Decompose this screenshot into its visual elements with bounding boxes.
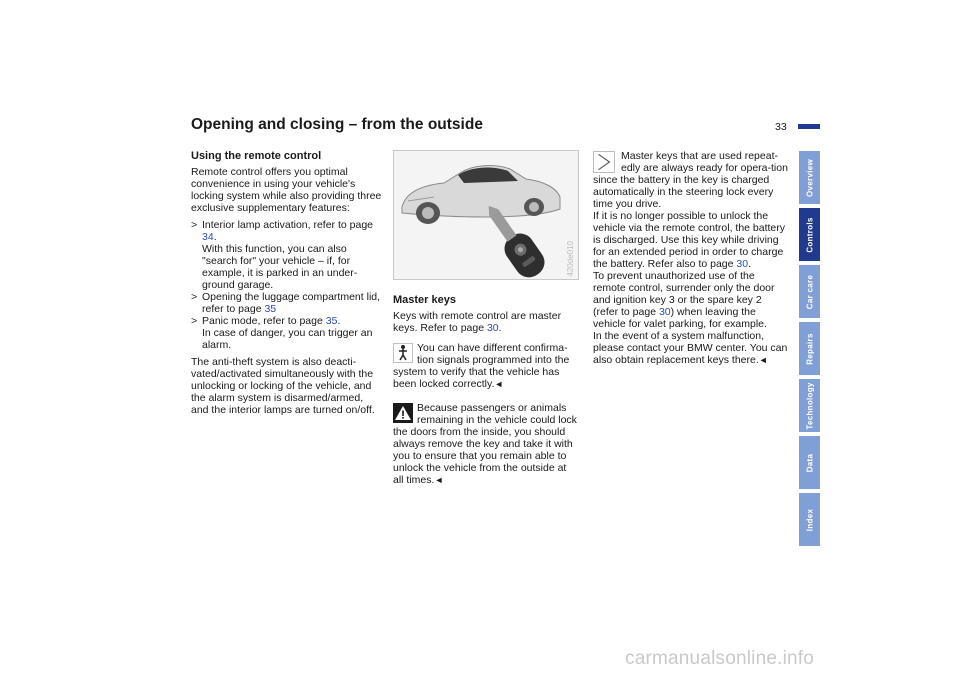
list-item-extra: With this function, you can also "search for" your vehicle – if, for example, it is parked in an under-ground garage. <box>202 243 358 291</box>
page-link-30[interactable]: 30 <box>486 322 499 334</box>
column-key-battery <box>593 150 788 366</box>
list-item <box>191 219 383 291</box>
list-item-text: Panic mode, refer to page <box>202 315 326 327</box>
bullet-marker: > <box>191 291 198 303</box>
note-confirmation <box>393 342 579 390</box>
tab-repairs[interactable] <box>799 322 820 375</box>
list-item <box>191 315 383 351</box>
end-mark: ◄ <box>758 355 768 365</box>
heading-remote-control: Using the remote control <box>191 150 322 162</box>
page-title: Opening and closing – from the outside <box>191 116 483 133</box>
tab-label: Overview <box>805 158 814 197</box>
page-link-30[interactable]: 30 <box>658 306 671 318</box>
punctuation: . <box>337 315 341 327</box>
master-keys-paragraph <box>393 310 579 334</box>
list-item <box>191 291 383 315</box>
punctuation: . <box>498 322 502 334</box>
valet-paragraph <box>593 270 788 330</box>
watermark: carmanualsonline.info <box>625 648 815 669</box>
punctuation: . <box>213 231 217 243</box>
intro-paragraph: Remote control offers you optimal convenience in using your vehicle's locking system while also providing three exclusive supplementary features: <box>191 166 382 214</box>
car-and-key-image <box>393 150 579 280</box>
bullet-marker: > <box>191 315 198 327</box>
page-number: 33 <box>775 121 787 133</box>
car-illustration <box>394 151 578 279</box>
battery-text: If it is no longer possible to unlock the vehicle via the remote control, the battery is discharged. Use this key while driving for an extended period in order to charge the battery. Refer also to page <box>593 210 786 270</box>
master-keys-text: Keys with remote control are master keys. Refer to page <box>393 310 562 334</box>
tab-overview[interactable] <box>799 151 820 204</box>
valet-text-end: ) when leaving the vehicle for valet parking, for example. <box>593 306 767 330</box>
tab-label: Index <box>805 508 814 531</box>
note-text: You can have different confirma-tion signals programmed into the system to verify that the vehicle has been locked correctly. <box>393 342 570 390</box>
page-link-30[interactable]: 30 <box>736 258 749 270</box>
page-number-bar <box>798 124 820 129</box>
list-item-text: Opening the luggage compartment lid, refer to page <box>202 291 381 315</box>
tab-label: Car care <box>805 274 814 309</box>
column-remote-control <box>191 150 383 416</box>
tab-label: Controls <box>805 216 814 253</box>
tab-technology[interactable] <box>799 379 820 432</box>
page-link-35[interactable]: 35 <box>264 303 277 315</box>
punctuation: . <box>748 258 751 270</box>
tip-arrow-icon <box>593 151 615 173</box>
list-item-extra: In case of danger, you can trigger an alarm. <box>202 327 373 351</box>
tab-car-care[interactable] <box>799 265 820 318</box>
column-master-keys <box>393 150 579 486</box>
tab-label: Data <box>805 453 814 472</box>
tab-index[interactable] <box>799 493 820 546</box>
section-tabs <box>799 151 820 550</box>
page-link-35[interactable]: 35 <box>325 315 338 327</box>
battery-paragraph <box>593 210 788 270</box>
malfunction-text: In the event of a system malfunction, please contact your BMW center. You can also obtain replacement keys there. <box>593 330 788 366</box>
malfunction-paragraph <box>593 330 788 366</box>
note-tip <box>593 150 788 210</box>
tab-label: Repairs <box>805 332 814 365</box>
warning-icon <box>393 403 413 423</box>
page-link-34[interactable]: 34 <box>202 231 214 243</box>
note-warning <box>393 402 579 486</box>
bullet-marker: > <box>191 219 198 231</box>
tip-text: Master keys that are used repeat-edly are always ready for opera-tion since the battery in the key is charged automatically in the steering lock every time you drive. <box>593 150 788 210</box>
person-icon <box>393 343 413 363</box>
tab-controls[interactable] <box>799 208 820 261</box>
tab-data[interactable] <box>799 436 820 489</box>
end-mark: ◄ <box>434 475 444 485</box>
list-item-text: Interior lamp activation, refer to page <box>202 219 374 231</box>
tab-label: Technology <box>805 381 814 430</box>
warning-text: Because passengers or animals remaining in the vehicle could lock the doors from the inside, you should always remove the key and take it with you to ensure that you remain able to unlock the vehicle from the outside at all times. <box>393 402 577 486</box>
image-code: 420de010 <box>566 241 575 277</box>
feature-list <box>191 219 383 351</box>
heading-master-keys: Master keys <box>393 294 456 306</box>
end-mark: ◄ <box>494 379 504 389</box>
valet-text: To prevent unauthorized use of the remote control, surrender only the door and ignition key 3 or the spare key 2 (refer to page <box>593 270 775 318</box>
closing-paragraph: The anti-theft system is also deacti-vated/activated simultaneously with the unlocking or locking of the vehicle, and the alarm system is disarmed/armed, and the interior lamps are turned on/off. <box>191 356 375 416</box>
